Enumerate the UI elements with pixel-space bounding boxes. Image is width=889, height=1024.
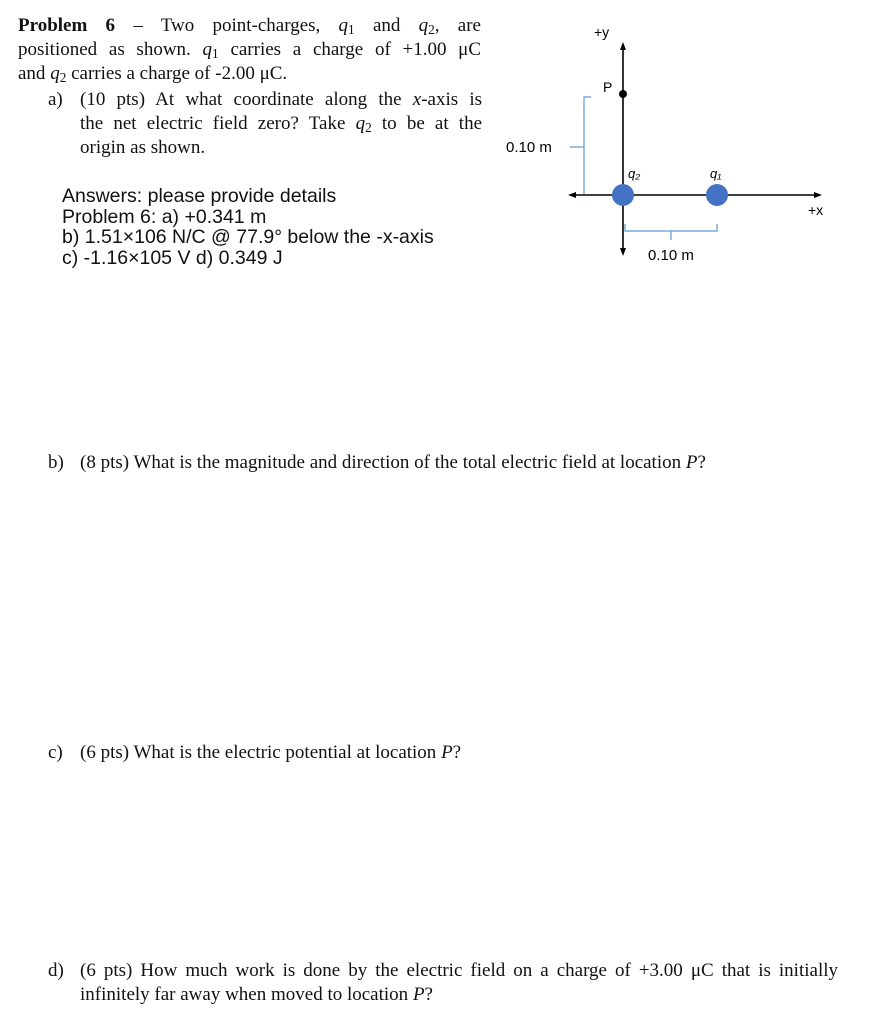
part-c-question: c) (6 pts) What is the electric potential at location P?: [48, 742, 462, 763]
charge-q2-label: q₂: [628, 166, 641, 181]
y-axis-label: +y: [594, 24, 610, 40]
part-d-line-2: infinitely far away when moved to location P?: [80, 984, 433, 1005]
part-d-label: d): [48, 960, 64, 981]
part-b-label: b): [48, 452, 64, 473]
answer-b: b) 1.51×106 N/C @ 77.9° below the -x-axis: [62, 226, 434, 248]
point-p-marker: [619, 90, 627, 98]
intro-line-2: positioned as shown. $q_1$ carries a charge of +1.00 μC: [18, 39, 482, 61]
part-a-label: a): [48, 89, 63, 110]
x-axis-arrow-right: [814, 192, 822, 198]
answer-c-d: c) -1.16×105 V d) 0.349 J: [62, 246, 283, 269]
charge-q1: [706, 184, 728, 206]
intro-line-3: and $q_2$ carries a charge of -2.00 μC.: [18, 63, 288, 85]
vertical-dimension-bracket: [584, 97, 591, 194]
charge-diagram: [500, 18, 840, 283]
intro-line-1: Problem 6 – Two point-charges, $q_1$ and $q_2$, are: [18, 15, 481, 37]
part-c-label: c): [48, 742, 63, 763]
part-a-line-3: origin as shown.: [80, 137, 206, 158]
part-d-line-1: d) (6 pts) How much work is done by the electric field on a charge of +3.00 μC that is initially: [48, 960, 838, 981]
horizontal-dimension-bracket: [625, 224, 717, 231]
part-a-line-2: the net electric field zero? Take $q_2$ to be at the: [80, 113, 483, 135]
part-a-line-1: a) (10 pts) At what coordinate along the x-axis is: [48, 89, 482, 110]
horizontal-dimension-label: 0.10 m: [648, 247, 694, 264]
charge-q2: [612, 184, 634, 206]
part-d-question: [48, 959, 838, 1007]
y-axis-arrow-down: [620, 248, 626, 256]
part-b-question: b) (8 pts) What is the magnitude and direction of the total electric field at location P?: [48, 452, 706, 473]
problem-intro: [18, 14, 481, 86]
problem-title: Problem 6: [18, 15, 116, 36]
charge-q1-label: q₁: [710, 166, 722, 181]
answers-block: [62, 186, 434, 268]
point-p-label: P: [603, 79, 613, 95]
answer-a: Problem 6: a) +0.341 m: [62, 205, 267, 228]
y-axis-arrow-up: [620, 42, 626, 50]
diagram-svg: [500, 18, 840, 278]
x-axis-arrow-left: [568, 192, 576, 198]
x-axis-label: +x: [808, 202, 824, 218]
answers-heading: Answers: please provide details: [62, 185, 337, 207]
part-a-question: [48, 88, 482, 160]
vertical-dimension-label: 0.10 m: [506, 139, 552, 156]
